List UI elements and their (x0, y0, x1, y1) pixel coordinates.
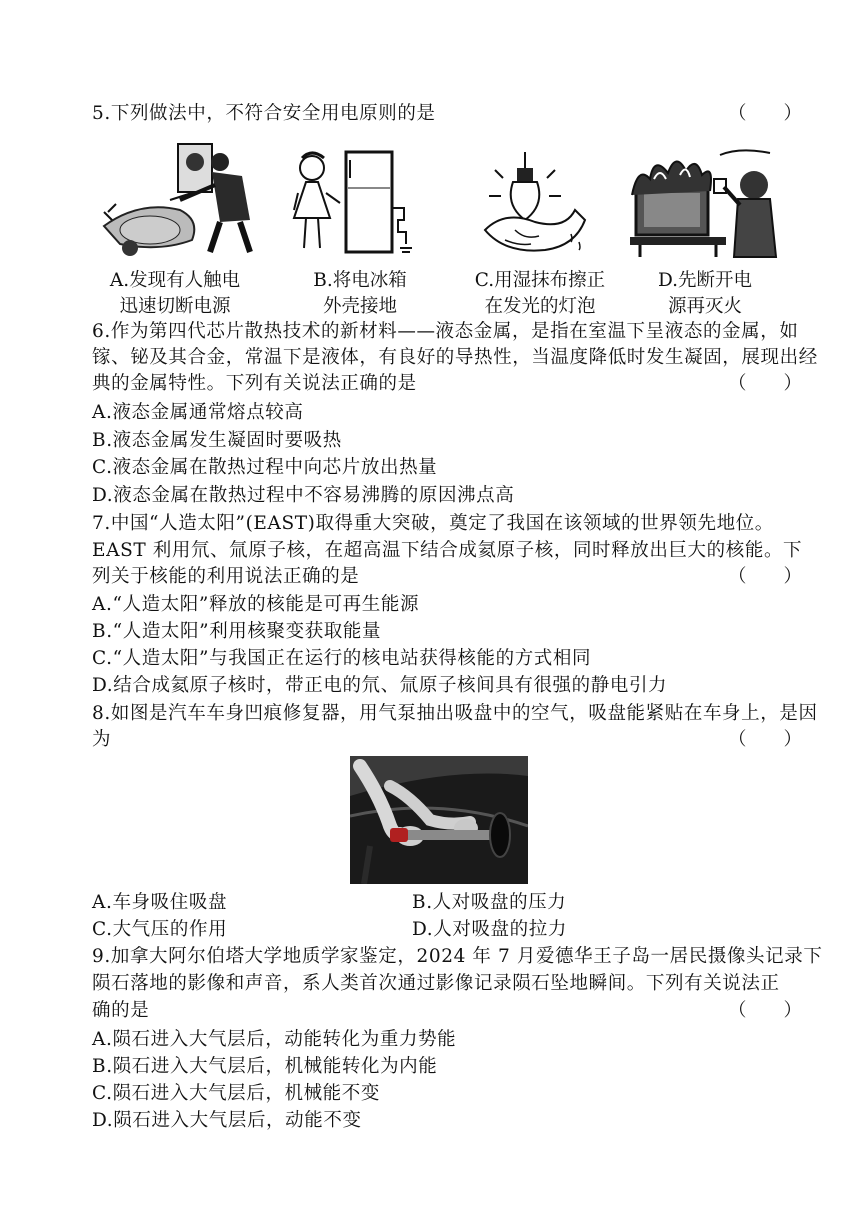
q5-option-c-line1: C.用湿抹布擦正 (474, 270, 606, 291)
q7-stem-line1: 7.中国“人造太阳”(EAST)取得重大突破，奠定了我国在该领域的世界领先地位。 (92, 513, 774, 534)
q7-stem-line2: EAST 利用氘、氚原子核，在超高温下结合成氦原子核，同时释放出巨大的核能。下 (92, 540, 803, 561)
q7-option-a: A.“人造太阳”释放的核能是可再生能源 (92, 594, 420, 615)
q6-stem-line1: 6.作为第四代芯片散热技术的新材料——液态金属，是指在室温下呈液态的金属，如 (92, 321, 799, 342)
illustration-wet-cloth-bulb (475, 150, 595, 260)
q5-option-c-line2: 在发光的灯泡 (484, 296, 596, 317)
q9-stem-line1: 9.加拿大阿尔伯塔大学地质学家鉴定，2024 年 7 月爱德华王子岛一居民摄像头记录下 (92, 946, 823, 967)
q6-option-c: C.液态金属在散热过程中向芯片放出热量 (92, 457, 438, 478)
illustration-fridge-grounding (290, 148, 420, 263)
photo-dent-repair-suction-cup (350, 756, 528, 884)
q6-stem-line2: 镓、铋及其合金，常温下是液体，有良好的导热性，当温度降低时发生凝固，展现出经 (92, 347, 818, 368)
q7-answer-bracket: （ ） (728, 566, 803, 587)
q5-option-c (455, 268, 625, 320)
q5-answer-bracket: （ ） (728, 103, 803, 124)
q8-stem-line2: 为 (92, 729, 112, 750)
q9-option-d: D.陨石进入大气层后，动能不变 (92, 1110, 362, 1131)
q5-option-a-line1: A.发现有人触电 (109, 270, 241, 291)
q7-stem-line3: 列关于核能的利用说法正确的是 (92, 566, 360, 587)
q7-option-b: B.“人造太阳”利用核聚变获取能量 (92, 621, 382, 642)
q9-stem-line3: 确的是 (92, 1000, 150, 1021)
q5-option-a-line2: 迅速切断电源 (119, 296, 231, 317)
q5-option-b-line2: 外壳接地 (322, 296, 397, 317)
q5-option-a (90, 268, 260, 320)
q9-stem-line2: 陨石落地的影像和声音，系人类首次通过影像记录陨石坠地瞬间。下列有关说法正 (92, 973, 780, 994)
q6-option-d: D.液态金属在散热过程中不容易沸腾的原因沸点高 (92, 485, 515, 506)
q8-answer-bracket: （ ） (728, 729, 803, 750)
q7-option-c: C.“人造太阳”与我国正在运行的核电站获得核能的方式相同 (92, 648, 592, 669)
q8-option-c: C.大气压的作用 (92, 919, 228, 940)
q5-option-d-line2: 源再灭火 (667, 296, 742, 317)
q9-answer-bracket: （ ） (728, 1000, 803, 1021)
illustration-fire-tv (630, 145, 780, 260)
q8-stem-line1: 8.如图是汽车车身凹痕修复器，用气泵抽出吸盘中的空气，吸盘能紧贴在车身上，是因 (92, 703, 818, 724)
q5-stem: 5.下列做法中，不符合安全用电原则的是 (92, 103, 436, 124)
q5-option-d-line1: D.先断开电 (657, 270, 753, 291)
q6-option-a: A.液态金属通常熔点较高 (92, 402, 304, 423)
q8-option-b: B.人对吸盘的压力 (412, 892, 567, 913)
q6-answer-bracket: （ ） (728, 373, 803, 394)
q7-option-d: D.结合成氦原子核时，带正电的氘、氚原子核间具有很强的静电引力 (92, 675, 668, 696)
q6-stem-line3: 典的金属特性。下列有关说法正确的是 (92, 373, 417, 394)
q9-option-c: C.陨石进入大气层后，机械能不变 (92, 1083, 380, 1104)
q8-option-d: D.人对吸盘的拉力 (412, 919, 567, 940)
q9-option-b: B.陨石进入大气层后，机械能转化为内能 (92, 1056, 438, 1077)
illustration-electric-shock (100, 140, 260, 260)
q5-option-b (275, 268, 445, 320)
q5-option-b-line1: B.将电冰箱 (313, 270, 407, 291)
q5-option-d (620, 268, 790, 320)
q6-option-b: B.液态金属发生凝固时要吸热 (92, 430, 342, 451)
q9-option-a: A.陨石进入大气层后，动能转化为重力势能 (92, 1029, 457, 1050)
q8-option-a: A.车身吸住吸盘 (92, 892, 228, 913)
